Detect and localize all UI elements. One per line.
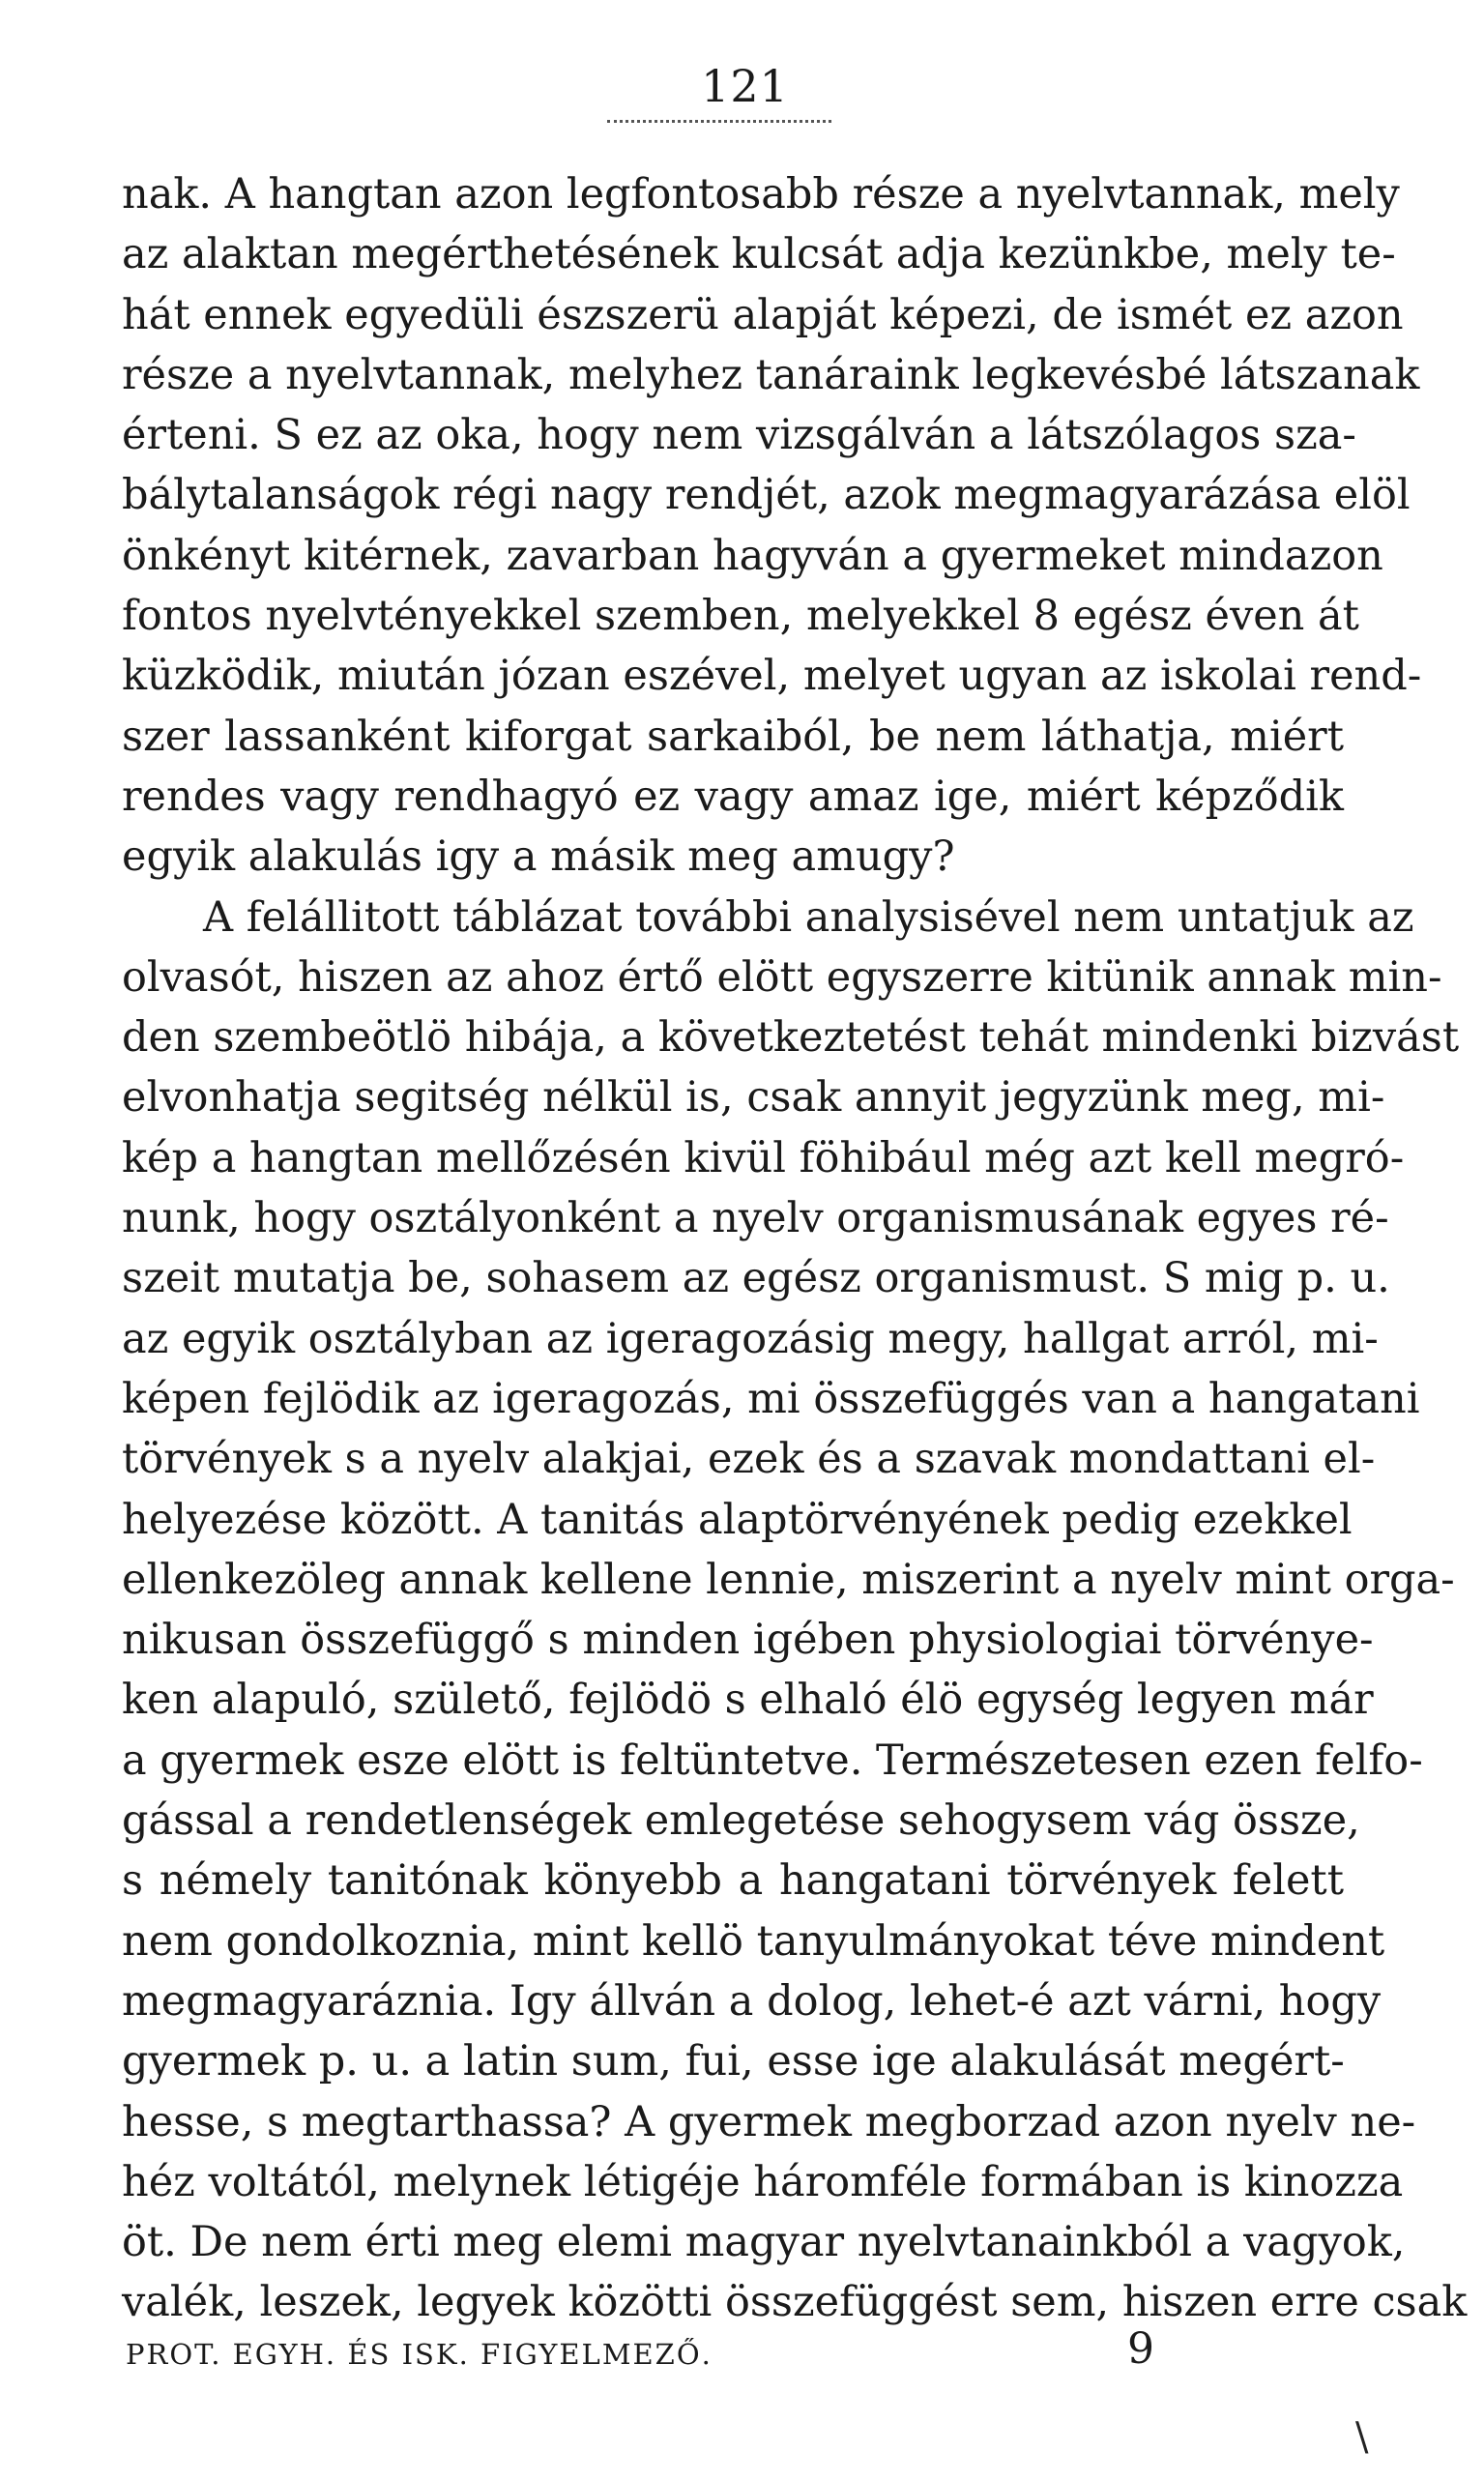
text-line: gással a rendetlenségek emlegetése sehogysem vág össze, [122,1796,1360,1846]
paragraph-start-line: A felállitott táblázat további analysisével nem untatjuk az [203,892,1414,942]
text-line: hát ennek egyedüli észszerü alapját képezi, de ismét ez azon [122,290,1404,339]
text-line: küzködik, miután józan eszével, melyet ugyan az iskolai rend- [122,652,1422,701]
text-line: érteni. S ez az oka, hogy nem vizsgálván a látszólagos sza- [122,411,1356,460]
text-line: öt. De nem érti meg elemi magyar nyelvtanainkból a vagyok, [122,2218,1406,2267]
text-line: s némely tanitónak könyebb a hangatani törvények felett [122,1856,1344,1906]
text-line: szeit mutatja be, sohasem az egész organismust. S mig p. u. [122,1254,1390,1303]
text-line: elvonhatja segitség nélkül is, csak annyit jegyzünk meg, mi- [122,1073,1385,1123]
stray-mark: \ [1355,2415,1369,2460]
text-line: megmagyaráznia. Igy állván a dolog, lehet-é azt várni, hogy [122,1976,1382,2026]
text-line: héz voltától, melynek létigéje háromféle formában is kinozza [122,2157,1404,2206]
text-line: ellenkezöleg annak kellene lennie, miszerint a nyelv mint orga- [122,1555,1455,1604]
text-line: rendes vagy rendhagyó ez vagy amaz ige, miért képződik [122,772,1344,821]
text-line: gyermek p. u. a latin sum, fui, esse ige alakulását megért- [122,2037,1345,2086]
footer-signature: PROT. EGYH. ÉS ISK. FIGYELMEZŐ. [126,2338,713,2371]
text-line: olvasót, hiszen az ahoz értő elött egyszerre kitünik annak min- [122,952,1442,1002]
text-line: den szembeötlö hibája, a következtetést tehát mindenki bizvást [122,1013,1460,1063]
text-line: kép a hangtan mellőzésén kivül föhibául még azt kell megró- [122,1133,1405,1182]
text-line: ken alapuló, születő, fejlödö s elhaló élö egység legyen már [122,1676,1374,1725]
text-line: fontos nyelvtényekkel szemben, melyekkel 8 egész éven át [122,592,1359,641]
body-text [122,164,1468,2333]
text-line: szer lassanként kiforgat sarkaiból, be nem láthatja, miért [122,712,1344,761]
text-line: bálytalanságok régi nagy rendjét, azok megmagyarázása elöl [122,471,1411,520]
text-line: valék, leszek, legyek közötti összefüggést sem, hiszen erre csak [122,2278,1468,2327]
text-line: hesse, s megtarthassa? A gyermek megborzad azon nyelv ne- [122,2097,1416,2146]
text-line: a gyermek esze elött is feltüntetve. Természetesen ezen felfo- [122,1736,1423,1785]
text-line: az alaktan megérthetésének kulcsát adja kezünkbe, mely te- [122,230,1396,279]
page-footer [126,2324,1199,2382]
text-line: egyik alakulás igy a másik meg amugy? [122,832,955,882]
text-line: nikusan összefüggő s minden igében physiologiai törvénye- [122,1616,1374,1665]
text-line: nak. A hangtan azon legfontosabb része a nyelvtannak, mely [122,170,1400,219]
text-line: nem gondolkoznia, mint kellö tanyulmányokat téve mindent [122,1916,1385,1966]
text-line: törvények s a nyelv alakjai, ezek és a szavak mondattani el- [122,1435,1376,1484]
header-rule [607,120,831,123]
text-line: nunk, hogy osztályonként a nyelv organismusának egyes ré- [122,1194,1389,1243]
page-number: 121 [701,60,789,112]
text-line: az egyik osztályban az igeragozásig megy, hallgat arról, mi- [122,1314,1379,1363]
text-line: önkényt kitérnek, zavarban hagyván a gyermeket mindazon [122,531,1383,580]
text-line: része a nyelvtannak, melyhez tanáraink legkevésbé látszanak [122,350,1420,399]
text-line: helyezése között. A tanitás alaptörvényének pedig ezekkel [122,1495,1353,1544]
sheet-number: 9 [1127,2324,1154,2374]
text-line: képen fejlödik az igeragozás, mi összefüggés van a hangatani [122,1374,1420,1423]
